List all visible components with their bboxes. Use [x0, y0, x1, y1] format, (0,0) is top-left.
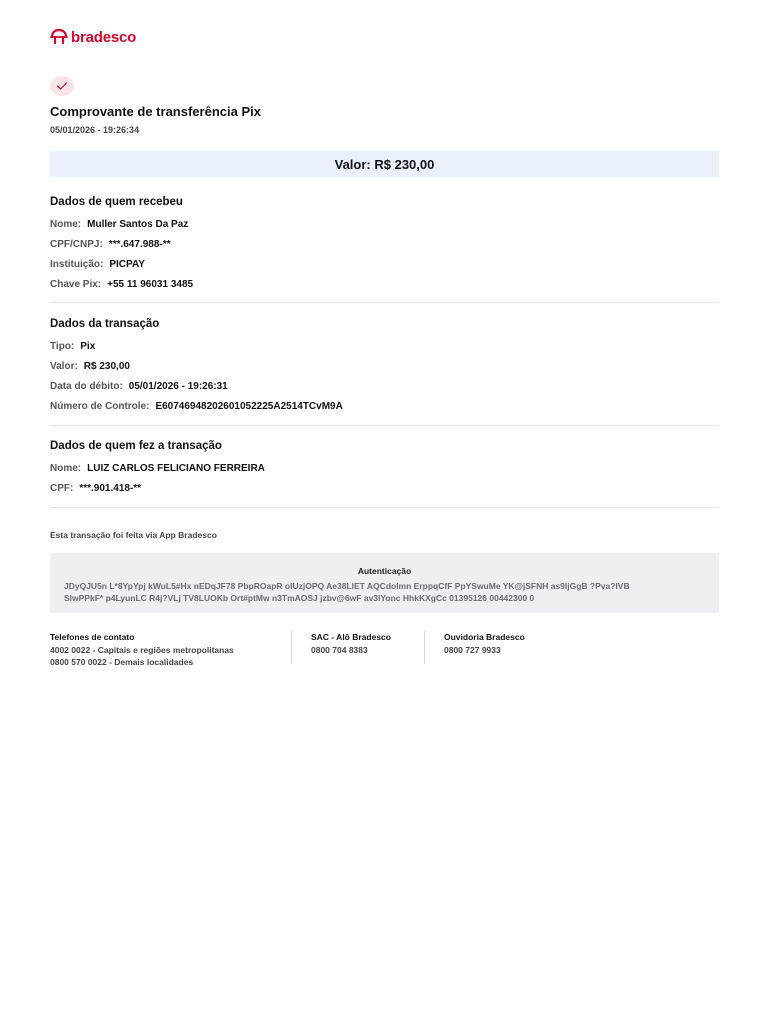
field-label: Valor: — [50, 361, 78, 372]
contact-ouvidoria — [444, 631, 525, 656]
field-row — [50, 219, 188, 230]
bradesco-logo-icon — [50, 28, 68, 46]
field-row — [50, 341, 95, 352]
field-row — [50, 463, 265, 474]
field-row — [50, 259, 145, 270]
page-title: Comprovante de transferência Pix — [50, 104, 261, 119]
contact-telefones — [50, 631, 234, 669]
contact-line: 4002 0022 - Capitais e regiões metropolitanas — [50, 644, 234, 655]
receipt-timestamp: 05/01/2026 - 19:26:34 — [50, 125, 140, 135]
contact-separator — [424, 631, 425, 664]
field-row — [50, 279, 193, 290]
contact-title: Ouvidoria Bradesco — [444, 632, 525, 642]
contact-title: Telefones de contato — [50, 632, 135, 642]
field-value: LUIZ CARLOS FELICIANO FERREIRA — [87, 463, 265, 474]
field-value: ***.647.988-** — [108, 239, 171, 250]
success-badge — [50, 76, 74, 96]
amount-banner — [50, 151, 719, 177]
authentication-title: Autenticação — [357, 566, 412, 576]
field-value: PICPAY — [109, 259, 145, 270]
field-label: Data do débito: — [50, 381, 123, 392]
contact-line: 0800 704 8383 — [311, 644, 368, 655]
field-value: E60746948202601052225A2514TCvM9A — [155, 401, 343, 412]
field-label: CPF/CNPJ: — [50, 239, 103, 250]
section-title-recebedor: Dados de quem recebeu — [50, 196, 183, 208]
section-divider — [50, 507, 719, 508]
field-label: Nome: — [50, 463, 82, 474]
authentication-code-line: JDyQJU5n L*8YpYpj kWuL5#Hx nEDqJF78 PbpROapR oIUzjOPQ Ae38LlET AQCdolmn ErppqCfF PpYSwuMe YK@jSFNH as9ljGgB ?Pva?IVB — [64, 581, 630, 591]
field-value: 05/01/2026 - 19:26:31 — [128, 381, 228, 392]
field-label: Chave Pix: — [50, 279, 102, 290]
field-row — [50, 381, 228, 392]
field-label: Instituição: — [50, 259, 104, 270]
contact-separator — [291, 631, 292, 664]
brand-name: bradesco — [71, 28, 137, 46]
contact-line: 0800 570 0022 - Demais localidades — [50, 657, 194, 667]
field-row — [50, 361, 130, 372]
contact-line: 0800 727 9933 — [444, 644, 501, 655]
field-value: Pix — [80, 341, 96, 352]
field-label: Número de Controle: — [50, 401, 150, 412]
section-divider — [50, 302, 719, 303]
field-value: R$ 230,00 — [83, 361, 130, 372]
field-label: Nome: — [50, 219, 82, 230]
field-row — [50, 239, 171, 250]
amount-text: Valor: R$ 230,00 — [334, 156, 435, 172]
section-divider — [50, 425, 719, 426]
field-row — [50, 401, 343, 412]
authentication-code — [64, 580, 709, 604]
authentication-box — [50, 553, 719, 613]
section-title-pagador: Dados de quem fez a transação — [50, 440, 222, 452]
via-note: Esta transação foi feita via App Bradesco — [50, 530, 217, 540]
field-value: ***.901.418-** — [79, 483, 142, 494]
field-value: Muller Santos Da Paz — [87, 219, 189, 230]
check-icon — [56, 81, 68, 91]
section-title-transacao: Dados da transação — [50, 318, 160, 330]
contact-sac — [311, 631, 391, 656]
field-row — [50, 483, 141, 494]
contact-title: SAC - Alô Bradesco — [311, 632, 391, 642]
authentication-code-line: SlwPPkF* p4LyunLC R4j?VLj TV8LUOKb Ort#ptMw n3TmAOSJ jzbv@6wF av3lYonc HhkKXgCc 01395126 00442300 0 — [64, 593, 535, 603]
field-label: Tipo: — [50, 341, 75, 352]
field-label: CPF: — [50, 483, 74, 494]
field-value: +55 11 96031 3485 — [107, 279, 194, 290]
bradesco-logo — [50, 26, 136, 48]
